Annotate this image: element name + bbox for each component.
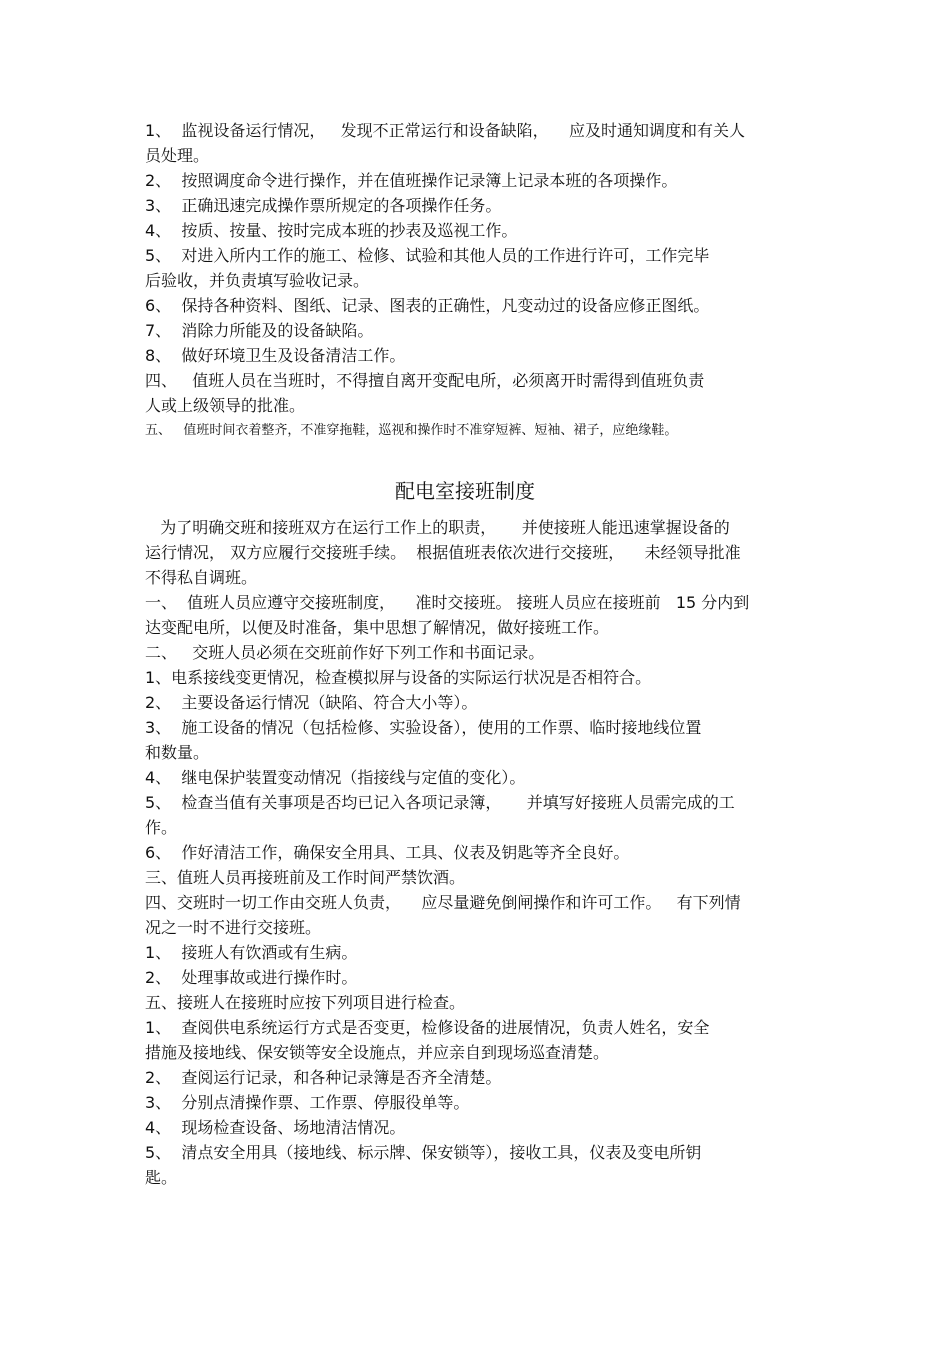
text-line: 3、 施工设备的情况（包括检修、实验设备），使用的工作票、临时接地线位置 [145, 718, 702, 737]
document-title: 配电室接班制度 [395, 479, 535, 503]
text-line: 况之一时不进行交接班。 [145, 918, 322, 937]
text-line: 2、 主要设备运行情况（缺陷、符合大小等）。 [145, 693, 478, 712]
text-line: 2、 查阅运行记录，和各种记录簿是否齐全清楚。 [145, 1068, 502, 1087]
text-line: 四、 值班人员在当班时，不得擅自离开变配电所，必须离开时需得到值班负责 [145, 371, 705, 390]
text-line: 7、 消除力所能及的设备缺陷。 [145, 321, 374, 340]
text-line: 3、 正确迅速完成操作票所规定的各项操作任务。 [145, 196, 502, 215]
text-line: 四、交班时一切工作由交班人负责， 应尽量避免倒闸操作和许可工作。 有下列情 [145, 893, 741, 912]
duty-rules-section [145, 118, 815, 443]
text-line: 后验收，并负责填写验收记录。 [145, 271, 370, 290]
text-line: 1、 接班人有饮酒或有生病。 [145, 943, 358, 962]
text-line: 和数量。 [145, 743, 210, 762]
text-line: 员处理。 [145, 146, 210, 165]
text-line: 作。 [145, 818, 178, 837]
text-line: 4、 现场检查设备、场地清洁情况。 [145, 1118, 406, 1137]
text-line: 二、 交班人员必须在交班前作好下列工作和书面记录。 [145, 643, 545, 662]
text-line: 五、接班人在接班时应按下列项目进行检查。 [145, 993, 466, 1012]
shift-handover-section [145, 515, 815, 1190]
text-line: 为了明确交班和接班双方在运行工作上的职责， 并使接班人能迅速掌握设备的 [145, 518, 730, 537]
text-line: 4、 按质、按量、按时完成本班的抄表及巡视工作。 [145, 221, 518, 240]
text-line: 2、 处理事故或进行操作时。 [145, 968, 358, 987]
text-line: 5、 对进入所内工作的施工、检修、试验和其他人员的工作进行许可，工作完毕 [145, 246, 710, 265]
text-line: 运行情况， 双方应履行交接班手续。 根据值班表依次进行交接班， 未经领导批准 [145, 543, 741, 562]
text-line: 五、 值班时间衣着整齐，不准穿拖鞋，巡视和操作时不准穿短裤、短袖、裙子，应绝缘鞋。 [145, 423, 678, 438]
text-line: 1、 查阅供电系统运行方式是否变更，检修设备的进展情况，负责人姓名，安全 [145, 1018, 710, 1037]
text-line: 达变配电所，以便及时准备，集中思想了解情况，做好接班工作。 [145, 618, 610, 637]
text-line: 4、 继电保护装置变动情况（指接线与定值的变化）。 [145, 768, 526, 787]
text-line: 3、 分别点清操作票、工作票、停服役单等。 [145, 1093, 470, 1112]
text-line: 人或上级领导的批准。 [145, 396, 306, 415]
text-line: 8、 做好环境卫生及设备清洁工作。 [145, 346, 406, 365]
text-line: 6、 保持各种资料、图纸、记录、图表的正确性，凡变动过的设备应修正图纸。 [145, 296, 710, 315]
text-line: 措施及接地线、保安锁等安全设施点，并应亲自到现场巡查清楚。 [145, 1043, 610, 1062]
text-line: 1、电系接线变更情况，检查模拟屏与设备的实际运行状况是否相符合。 [145, 668, 652, 687]
text-line: 5、 清点安全用具（接地线、标示牌、保安锁等），接收工具，仪表及变电所钥 [145, 1143, 702, 1162]
text-line: 匙。 [145, 1168, 178, 1187]
text-line: 不得私自调班。 [145, 568, 258, 587]
text-line: 三、值班人员再接班前及工作时间严禁饮酒。 [145, 868, 466, 887]
text-line: 6、 作好清洁工作，确保安全用具、工具、仪表及钥匙等齐全良好。 [145, 843, 630, 862]
text-line: 1、 监视设备运行情况， 发现不正常运行和设备缺陷， 应及时通知调度和有关人 [145, 121, 745, 140]
text-line: 5、 检查当值有关事项是否均已记入各项记录簿， 并填写好接班人员需完成的工 [145, 793, 735, 812]
text-line: 一、 值班人员应遵守交接班制度， 准时交接班。 接班人员应在接班前 15 分内到 [145, 593, 750, 612]
text-line: 2、 按照调度命令进行操作，并在值班操作记录簿上记录本班的各项操作。 [145, 171, 678, 190]
